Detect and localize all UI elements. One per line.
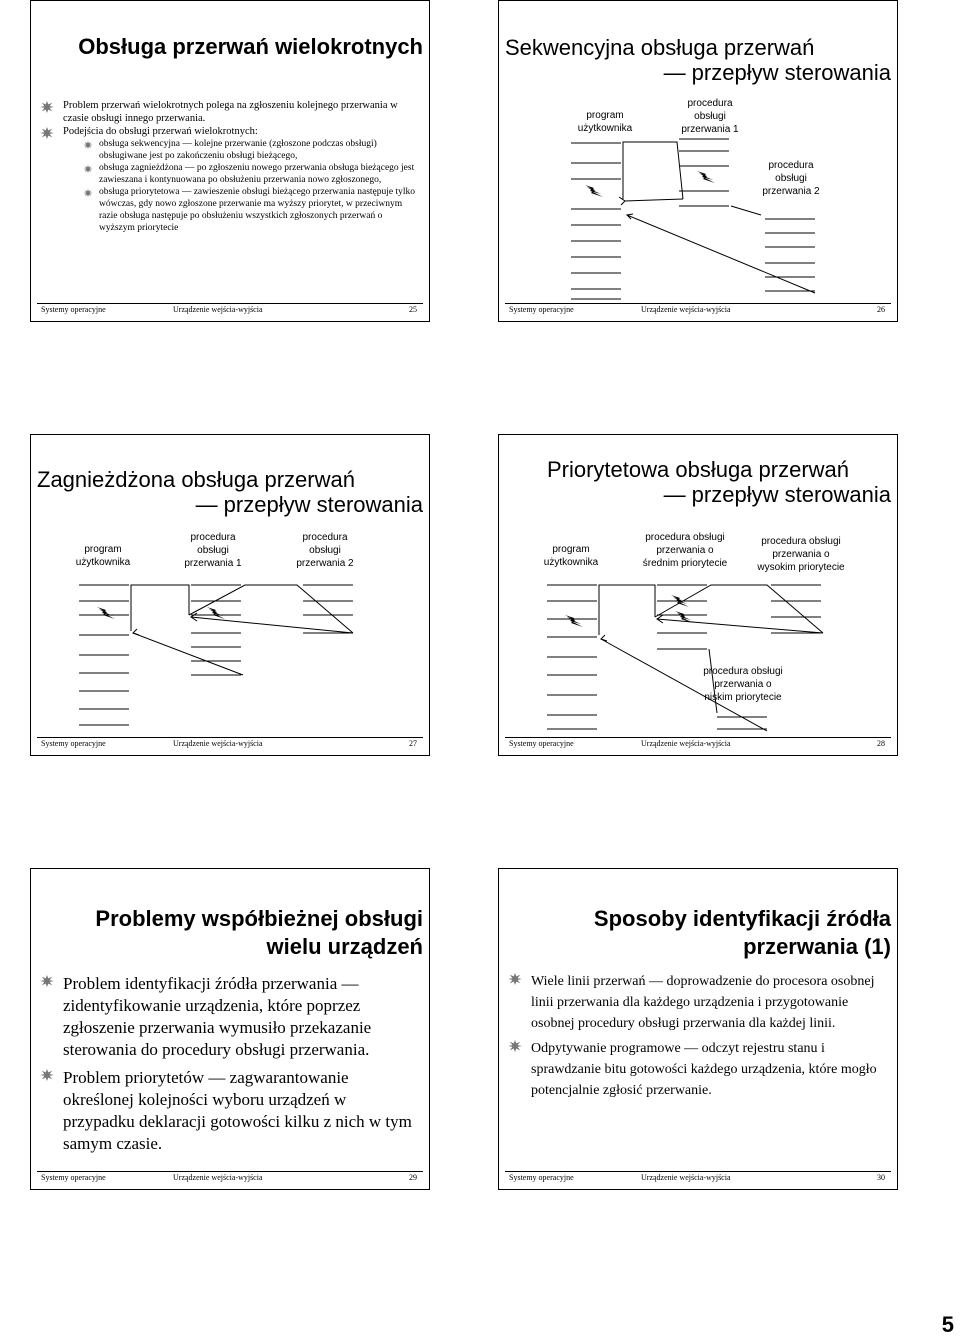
interrupt-bolt-icon [97,607,115,619]
flow-arrows [131,585,353,675]
slide-25 [30,0,430,322]
slide-27 [30,434,430,756]
slide-29 [30,868,430,1190]
burst-bullet-icon [39,975,55,987]
burst-bullet-icon [83,141,93,149]
sub-bullet-item: obsługa sekwencyjna — kolejne przerwanie (zgłoszone podczas obsługi) obsługiwane jest po zakończeniu obsługi bieżącego, [63,138,417,162]
burst-bullet-icon [39,127,55,139]
control-flow-diagram [499,1,899,323]
column-label-handler-2: procedura obsługi przerwania 2 [296,532,354,569]
footer-rule [505,303,891,304]
footer-device: Urządzenie wejścia-wyjścia [641,1173,731,1182]
code-lines-handler-1 [679,139,729,206]
slide-title: Problemy współbieżnej obsługi wielu urządzeń [95,906,423,959]
column-label-user-program: program użytkownika [75,544,131,568]
bullet-item: Problem identyfikacji źródła przerwania — zidentyfikowanie urządzenia, które poprzez zgłoszenie przerwania wymusiło przekazanie sterowania do procedury obsługi przerwania. [39,973,417,1061]
slide-title: Sekwencyjna obsługa przerwań — przepływ sterowania [505,35,891,85]
code-lines-user [571,143,621,299]
column-label-user-program: program użytkownika [577,110,633,134]
slide-28 [498,434,898,756]
interrupt-bolt-icon [697,171,715,183]
slide-title: Obsługa przerwań wielokrotnych [78,34,423,59]
footer-system: Systemy operacyjne [509,1173,574,1182]
footer-number: 25 [409,305,417,314]
column-label-handler-1: procedura obsługi przerwania 1 [681,98,739,135]
burst-bullet-icon [39,1069,55,1081]
burst-bullet-icon [507,1040,523,1052]
footer-device: Urządzenie wejścia-wyjścia [173,739,263,748]
column-label-handler-1: procedura obsługi przerwania 1 [184,532,242,569]
flow-arrows [619,142,815,293]
footer-system: Systemy operacyjne [509,305,574,314]
footer-number: 27 [409,739,417,748]
interrupt-bolt-icon [565,615,583,627]
bullet-list [39,973,417,1155]
sub-bullet-list [63,138,417,234]
bullet-item: Odpytywanie programowe — odczyt rejestru stanu i sprawdzanie bitu gotowości każdego urządzenia, które mogło potencjalnie zgłosić przerwanie. [507,1038,885,1101]
slide-30 [498,868,898,1190]
footer-device: Urządzenie wejścia-wyjścia [641,305,731,314]
code-lines-user [79,585,129,725]
burst-bullet-icon [83,165,93,173]
footer-rule [37,737,423,738]
column-label-medium-priority: procedura obsługi przerwania o średnim priorytecie [642,532,728,569]
interrupt-bolt-icon [207,607,225,619]
footer-system: Systemy operacyjne [41,305,106,314]
footer-system: Systemy operacyjne [41,1173,106,1182]
footer-device: Urządzenie wejścia-wyjścia [173,1173,263,1182]
footer-device: Urządzenie wejścia-wyjścia [641,739,731,748]
burst-bullet-icon [507,973,523,985]
column-label-low-priority: procedura obsługi przerwania o niskim priorytecie [703,666,783,703]
code-lines-handler-2 [765,219,815,291]
slide-title: Sposoby identyfikacji źródła przerwania (1) [593,906,891,959]
interrupt-bolt-icon [585,185,603,197]
code-lines-high [771,585,821,633]
bullet-item: Wiele linii przerwań — doprowadzenie do procesora osobnej linii przerwania dla każdego urządzenia i przygotowanie osobnej procedury obsługi przerwania dla każdej linii. [507,971,885,1034]
column-label-handler-2: procedura obsługi przerwania 2 [762,160,820,197]
bullet-item: Podejścia do obsługi przerwań wielokrotnych: obsługa sekwencyjna — kolejne przerwanie (zgłoszone podczas obsługi) obsługiwane jest po zakończeniu obsługi bieżącego, obsługa zagnieżdżona — po zgłoszeniu nowego przerwania obsługa bieżącego jest zawieszana i kontynuowana po obsłużeniu przerwania nowo zgłoszonego, obsługa priorytetowa — zawieszenie obsługi bieżącego przerwania następuje tylko wówczas, gdy nowo zgłoszone przerwanie ma wyższy priorytet, w przeciwnym razie obsługa następuje po obsłużeniu wszystkich zgłoszonych przerwań o wyższym priorytecie [39,125,417,234]
slide-26 [498,0,898,322]
column-label-user-program: program użytkownika [543,544,599,568]
footer-number: 29 [409,1173,417,1182]
footer-rule [505,737,891,738]
flow-arrows [599,585,823,731]
footer-device: Urządzenie wejścia-wyjścia [173,305,263,314]
footer-system: Systemy operacyjne [509,739,574,748]
code-lines-handler-2 [303,585,353,633]
footer-number: 26 [877,305,885,314]
code-lines-user [547,585,597,729]
footer-system: Systemy operacyjne [41,739,106,748]
sub-bullet-item: obsługa priorytetowa — zawieszenie obsługi bieżącego przerwania następuje tylko wówczas, gdy nowo zgłoszone przerwanie ma wyższy priorytet, w przeciwnym razie obsługa następuje po obsłużeniu wszystkich zgłoszonych przerwań o wyższym priorytecie [63,186,417,234]
column-label-high-priority: procedura obsługi przerwania o wysokim priorytecie [757,536,845,573]
slide-title: Zagnieżdżona obsługa przerwań — przepływ sterowania [37,467,423,517]
bullet-item: Problem priorytetów — zagwarantowanie określonej kolejności wyboru urządzeń w przypadku deklaracji gotowości kilku z nich w tym samym czasie. [39,1067,417,1155]
burst-bullet-icon [83,189,93,197]
sub-bullet-item: obsługa zagnieżdżona — po zgłoszeniu nowego przerwania obsługa bieżącego jest zawieszana i kontynuowana po obsłużeniu przerwania nowo zgłoszonego, [63,162,417,186]
footer-rule [505,1171,891,1172]
footer-rule [37,1171,423,1172]
code-lines-handler-1 [191,585,241,675]
control-flow-diagram [499,435,899,757]
footer-number: 28 [877,739,885,748]
control-flow-diagram [31,435,431,757]
slide-title: Priorytetowa obsługa przerwań — przepływ sterowania [546,457,891,507]
footer-number: 30 [877,1173,885,1182]
page-number: 5 [941,1312,954,1337]
bullet-item: Problem przerwań wielokrotnych polega na zgłoszeniu kolejnego przerwania w czasie obsługi innego przerwania. [39,99,417,125]
burst-bullet-icon [39,101,55,113]
footer-rule [37,303,423,304]
bullet-list [39,99,417,234]
bullet-list [507,971,885,1101]
